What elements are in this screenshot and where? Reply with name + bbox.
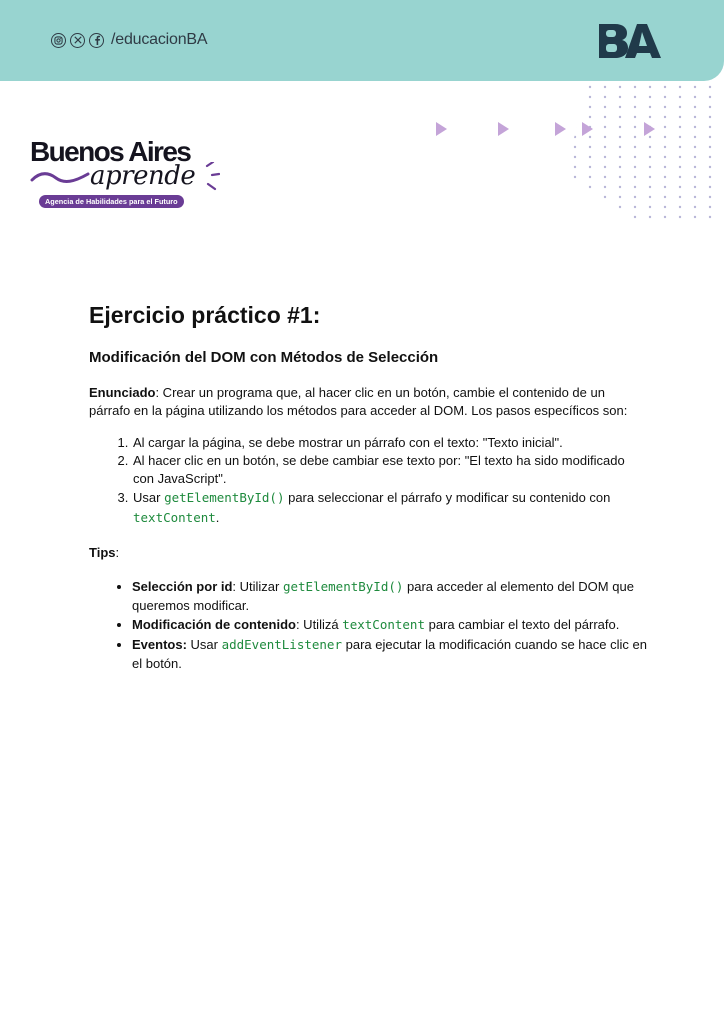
enunciado-text: : Crear un programa que, al hacer clic en un botón, cambie el contenido de un párrafo en la página utilizando los métodos para acceder al DOM. Los pasos específicos son:	[89, 385, 628, 418]
code-snippet: textContent	[342, 617, 425, 632]
tip-label: Selección por id	[132, 579, 233, 594]
arrow-decoration	[430, 120, 670, 140]
enunciado-label: Enunciado	[89, 385, 156, 400]
list-item	[132, 452, 649, 488]
x-icon[interactable]	[70, 33, 85, 48]
code-snippet: getElementById()	[282, 579, 404, 594]
dot-pattern	[556, 84, 716, 219]
logo-wave	[30, 168, 92, 186]
tips-heading	[89, 544, 649, 562]
step-text: Usar	[133, 490, 165, 505]
buenos-aires-aprende-logo	[30, 138, 230, 210]
code-snippet: textContent	[133, 510, 216, 525]
steps-list	[89, 434, 649, 528]
tip-text: : Utilizá	[295, 617, 343, 632]
tip-text: para ejecutar la modificación cuando se hace clic en el botón.	[132, 637, 647, 671]
list-item	[132, 577, 649, 615]
header-banner	[0, 0, 724, 81]
tips-list	[89, 577, 649, 673]
code-snippet: getElementById()	[164, 490, 285, 505]
step-text: Al cargar la página, se debe mostrar un párrafo con el texto: "Texto inicial".	[133, 435, 563, 450]
logo-title: Buenos Aires	[30, 136, 191, 167]
tip-text: Usar	[186, 637, 222, 652]
logo-tagline: Agencia de Habilidades para el Futuro	[39, 195, 184, 208]
document-body	[89, 300, 649, 673]
code-snippet: addEventListener	[221, 637, 342, 652]
page-title: Ejercicio práctico #1:	[89, 302, 321, 328]
tip-text: para acceder al elemento del DOM que queremos modificar.	[132, 579, 634, 613]
step-text: .	[215, 510, 220, 525]
step-text: para seleccionar el párrafo y modificar su contenido con	[284, 490, 611, 505]
instagram-icon[interactable]	[51, 33, 66, 48]
list-item	[132, 434, 649, 452]
tip-text: para cambiar el texto del párrafo.	[424, 617, 620, 632]
tip-label: Eventos:	[132, 637, 187, 652]
step-text: Al hacer clic en un botón, se debe cambiar ese texto por: "El texto ha sido modificado con JavaScript".	[133, 453, 625, 486]
tips-colon: :	[115, 545, 120, 560]
page-subtitle: Modificación del DOM con Métodos de Selección	[89, 349, 439, 366]
ba-logo	[597, 24, 661, 58]
tip-label: Modificación de contenido	[132, 617, 296, 632]
social-links	[51, 31, 207, 49]
facebook-icon[interactable]	[89, 33, 104, 48]
list-item	[132, 488, 649, 528]
social-handle[interactable]: /educacionBA	[111, 31, 208, 48]
logo-script: aprende	[90, 161, 196, 191]
tip-text: : Utilizar	[232, 579, 283, 594]
tips-label: Tips	[89, 545, 116, 560]
list-item	[132, 615, 649, 635]
enunciado-paragraph	[89, 384, 649, 420]
list-item	[132, 635, 649, 673]
logo-spark	[204, 162, 220, 192]
